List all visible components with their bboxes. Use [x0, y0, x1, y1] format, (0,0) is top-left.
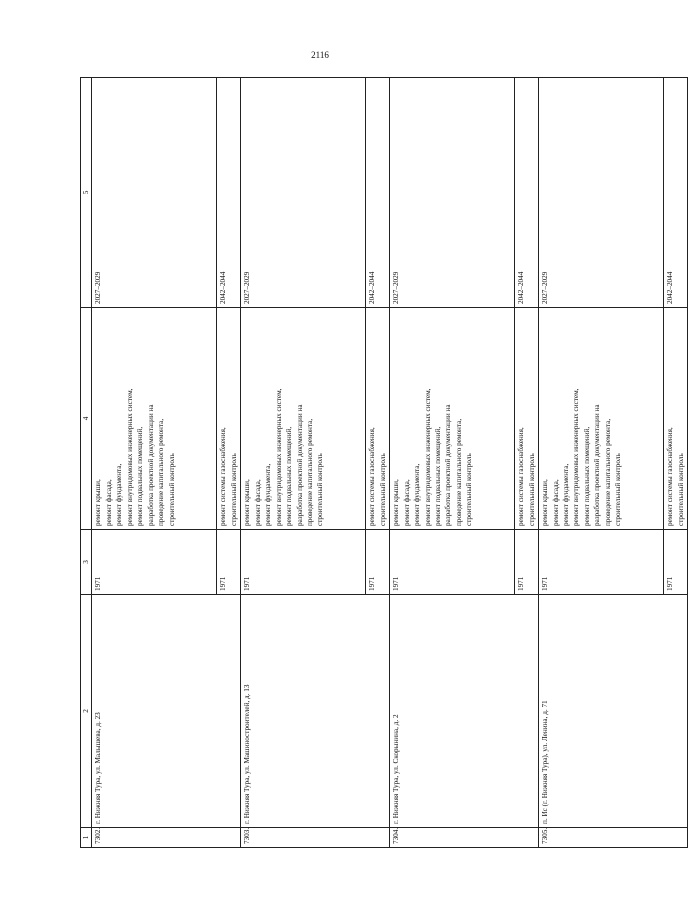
work-item: строительный контроль [676, 453, 685, 526]
work-item: ремонт подвальных помещений, [582, 426, 591, 526]
build-year: 1971 [515, 530, 539, 595]
work-item: разработка проектной документации на [593, 404, 602, 526]
page-number: 2116 [311, 50, 329, 60]
work-item: проведение капитального ремонта, [603, 418, 612, 526]
work-item: ремонт системы газоснабжения, [666, 427, 675, 526]
work-item: ремонт фасада, [104, 479, 113, 526]
header-col-1: 1 [81, 828, 92, 848]
work-item: ремонт фасада, [253, 479, 262, 526]
work-item: ремонт подвальных помещений, [433, 426, 442, 526]
works-list [664, 308, 688, 530]
work-item: ремонт подвальных помещений, [285, 426, 294, 526]
build-year: 1971 [241, 530, 366, 595]
repair-period: 2027–2029 [92, 78, 217, 308]
work-item: разработка проектной документации на [295, 404, 304, 526]
building-address: г. Нижняя Тура, ул. Машиностроителей, д. 13 [241, 595, 390, 828]
works-list [241, 308, 366, 530]
header-col-3: 3 [81, 530, 92, 595]
build-year: 1971 [539, 530, 664, 595]
work-item: ремонт фундамента, [561, 463, 570, 526]
work-item: ремонт системы газоснабжения, [368, 427, 377, 526]
row-number: 7304. [390, 828, 539, 848]
row-number: 7305. [539, 828, 688, 848]
work-item: ремонт системы газоснабжения, [517, 427, 526, 526]
building-address: г. Нижняя Тура, ул. Скорынина, д. 2 [390, 595, 539, 828]
repair-period: 2042–2044 [217, 78, 241, 308]
repair-period: 2042–2044 [366, 78, 390, 308]
work-item: ремонт внутридомовых инженерных систем, [572, 388, 581, 526]
header-col-2: 2 [81, 595, 92, 828]
work-item: проведение капитального ремонта, [157, 418, 166, 526]
works-list [539, 308, 664, 530]
table-row [241, 78, 366, 848]
work-item: ремонт внутридомовых инженерных систем, [274, 388, 283, 526]
repair-period: 2027–2029 [241, 78, 366, 308]
row-number: 7303. [241, 828, 390, 848]
work-item: ремонт фасада, [402, 479, 411, 526]
works-list [515, 308, 539, 530]
repair-period: 2042–2044 [664, 78, 688, 308]
build-year: 1971 [390, 530, 515, 595]
work-item: разработка проектной документации на [444, 404, 453, 526]
work-item: ремонт крыши, [94, 479, 103, 526]
work-item: ремонт фасада, [551, 479, 560, 526]
building-address: п. Ис (г. Нижняя Тура), ул. Ленина, д. 71 [539, 595, 688, 828]
build-year: 1971 [92, 530, 217, 595]
header-col-4: 4 [81, 308, 92, 530]
table-row [539, 78, 664, 848]
works-list [390, 308, 515, 530]
work-item: строительный контроль [378, 453, 387, 526]
table-row [390, 78, 515, 848]
works-list [92, 308, 217, 530]
repair-schedule-table [80, 77, 688, 848]
work-item: строительный контроль [316, 453, 325, 526]
rotated-table-container [80, 78, 685, 848]
repair-period: 2042–2044 [515, 78, 539, 308]
work-item: строительный контроль [465, 453, 474, 526]
build-year: 1971 [366, 530, 390, 595]
work-item: разработка проектной документации на [146, 404, 155, 526]
work-item: строительный контроль [167, 453, 176, 526]
works-list [217, 308, 241, 530]
building-address: г. Нижняя Тура, ул. Малышева, д. 23 [92, 595, 241, 828]
work-item: ремонт системы газоснабжения, [219, 427, 228, 526]
work-item: проведение капитального ремонта, [454, 418, 463, 526]
work-item: ремонт фундамента, [413, 463, 422, 526]
row-number: 7302. [92, 828, 241, 848]
work-item: ремонт фундамента, [264, 463, 273, 526]
work-item: ремонт подвальных помещений, [136, 426, 145, 526]
work-item: строительный контроль [527, 453, 536, 526]
work-item: ремонт фундамента, [115, 463, 124, 526]
work-item: ремонт крыши, [392, 479, 401, 526]
work-item: ремонт внутридомовых инженерных систем, [423, 388, 432, 526]
work-item: проведение капитального ремонта, [305, 418, 314, 526]
build-year: 1971 [664, 530, 688, 595]
repair-period: 2027–2029 [539, 78, 664, 308]
table-row [92, 78, 217, 848]
work-item: ремонт крыши, [243, 479, 252, 526]
work-item: ремонт крыши, [541, 479, 550, 526]
header-col-5: 5 [81, 78, 92, 308]
work-item: ремонт внутридомовых инженерных систем, [125, 388, 134, 526]
work-item: строительный контроль [229, 453, 238, 526]
build-year: 1971 [217, 530, 241, 595]
works-list [366, 308, 390, 530]
work-item: строительный контроль [614, 453, 623, 526]
table-body [92, 78, 688, 848]
repair-period: 2027–2029 [390, 78, 515, 308]
header-row [81, 78, 92, 848]
